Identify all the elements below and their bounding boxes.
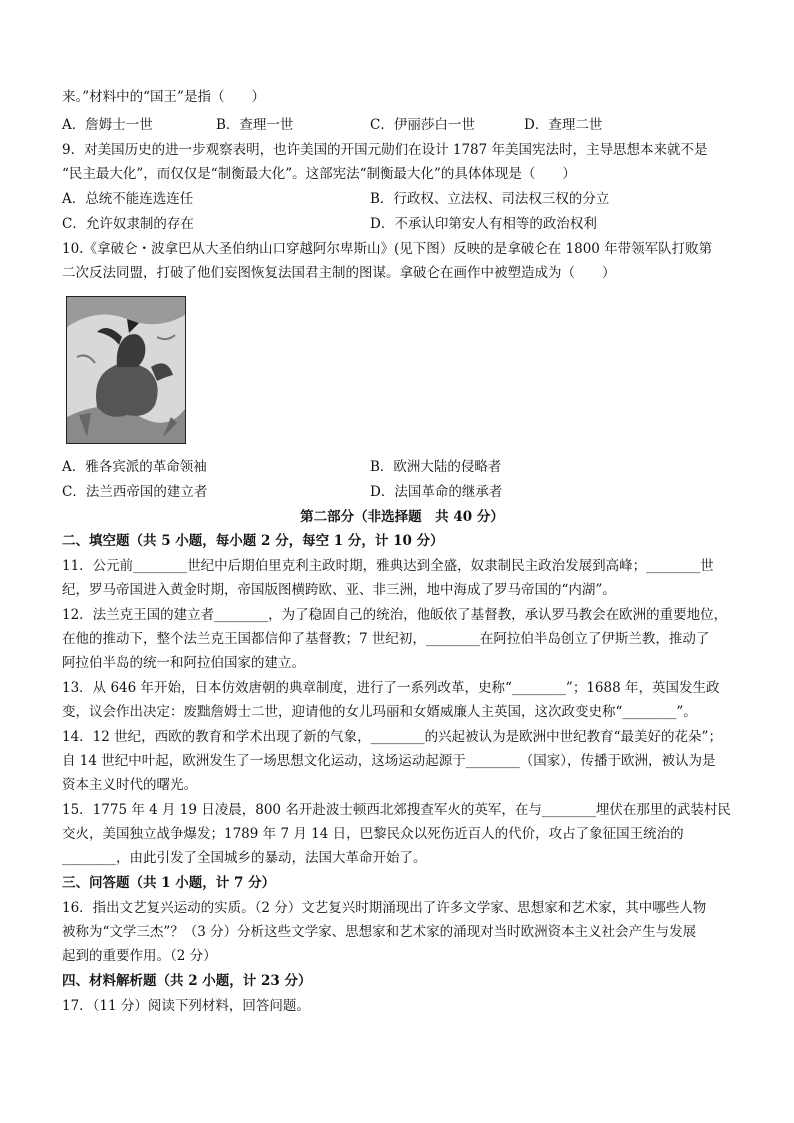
q10-stem-line2: 二次反法同盟，打破了他们妄图恢复法国君主制的图谋。拿破仑在画作中被塑造成为（ ） bbox=[62, 265, 616, 281]
q16-line2: 被称为“文学三杰”？（3 分）分析这些文学家、思想家和艺术家的涌现对当时欧洲资本主义社会产生与发展 bbox=[62, 924, 697, 940]
q9-stem-line2: “民主最大化”，而仅仅是“制衡最大化”。这部宪法“制衡最大化”的具体体现是（ ） bbox=[62, 166, 576, 182]
q15-line2: 交火，美国独立战争爆发；1789 年 7 月 14 日，巴黎民众以死伤近百人的代价，攻占了象征国王统治的 bbox=[62, 826, 684, 842]
q10-options-row1 bbox=[62, 458, 742, 476]
q9-option-b[interactable]: B．行政权、立法权、司法权三权的分立 bbox=[370, 191, 610, 207]
q10-stem-line1: 10.《拿破仑・波拿巴从大圣伯纳山口穿越阿尔卑斯山》(见下图）反映的是拿破仑在 1800 年带领军队打败第 bbox=[62, 241, 713, 257]
q8-option-a[interactable]: A．詹姆士一世 bbox=[62, 117, 153, 133]
q15-line1: 15．1775 年 4 月 19 日凌晨，800 名开赴波士顿西北郊搜查军火的英军，在与________埋伏在那里的武装村民 bbox=[62, 802, 731, 818]
q16-line1: 16．指出文艺复兴运动的实质。（2 分）文艺复兴时期涌现出了许多文学家、思想家和艺术家，其中哪些人物 bbox=[62, 900, 707, 916]
section3-title: 三、问答题（共 1 小题，计 7 分） bbox=[62, 875, 276, 891]
q10-option-b[interactable]: B．欧洲大陆的侵略者 bbox=[370, 459, 502, 475]
q8-stem-tail: 来。”材料中的“国王”是指（ ） bbox=[62, 89, 265, 105]
q9-option-a[interactable]: A．总统不能连选连任 bbox=[62, 191, 194, 207]
q8-option-c[interactable]: C．伊丽莎白一世 bbox=[370, 117, 475, 133]
napoleon-painting-image bbox=[66, 296, 186, 444]
q8-option-d[interactable]: D．查理二世 bbox=[524, 117, 603, 133]
q10-option-c[interactable]: C．法兰西帝国的建立者 bbox=[62, 484, 208, 500]
part2-title: 第二部分（非选择题 共 40 分） bbox=[300, 509, 504, 525]
q9-option-c[interactable]: C．允许奴隶制的存在 bbox=[62, 216, 194, 232]
q9-option-d[interactable]: D．不承认印第安人有相等的政治权利 bbox=[370, 216, 597, 232]
q14-line1: 14．12 世纪，西欧的教育和学术出现了新的气象，________的兴起被认为是欧洲中世纪教育“最美好的花朵”； bbox=[62, 729, 722, 745]
q11-line1: 11．公元前________世纪中后期伯里克利主政时期，雅典达到全盛，奴隶制民主政治发展到高峰；________世 bbox=[62, 558, 714, 574]
q9-options-row2 bbox=[62, 215, 742, 233]
q10-options-row2 bbox=[62, 483, 742, 501]
q12-line2: 在他的推动下，整个法兰克王国都信仰了基督教；7 世纪初，________在阿拉伯半岛创立了伊斯兰教，推动了 bbox=[62, 631, 710, 647]
q9-stem-line1: 9．对美国历史的进一步观察表明，也许美国的开国元勋们在设计 1787 年美国宪法时，主导思想本来就不是 bbox=[62, 142, 708, 158]
q16-line3: 起到的重要作用。（2 分） bbox=[62, 948, 217, 964]
q17-intro: 17．（11 分）阅读下列材料，回答问题。 bbox=[62, 998, 310, 1014]
q11-line2: 纪，罗马帝国进入黄金时期，帝国版图横跨欧、亚、非三洲，地中海成了罗马帝国的“内湖”。 bbox=[62, 582, 616, 598]
q12-line3: 阿拉伯半岛的统一和阿拉伯国家的建立。 bbox=[62, 655, 305, 671]
q10-option-a[interactable]: A．雅各宾派的革命领袖 bbox=[62, 459, 207, 475]
q15-line3: ________，由此引发了全国城乡的暴动，法国大革命开始了。 bbox=[62, 850, 427, 866]
q10-option-d[interactable]: D．法国革命的继承者 bbox=[370, 484, 503, 500]
q12-line1: 12．法兰克王国的建立者________，为了稳固自己的统治，他皈依了基督教，承认罗马教会在欧洲的重要地位， bbox=[62, 607, 728, 623]
q8-options bbox=[62, 116, 742, 134]
q14-line3: 资本主义时代的曙光。 bbox=[62, 777, 197, 793]
section2-title: 二、填空题（共 5 小题，每小题 2 分，每空 1 分，计 10 分） bbox=[62, 533, 444, 549]
q13-line1: 13．从 646 年开始，日本仿效唐朝的典章制度，进行了一系列改革，史称“________”；1688 年，英国发生政 bbox=[62, 680, 720, 696]
q13-line2: 变，议会作出决定：废黜詹姆士二世，迎请他的女儿玛丽和女婿威廉人主英国，这次政变史称“________”。 bbox=[62, 704, 697, 720]
q9-options-row1 bbox=[62, 190, 742, 208]
section4-title: 四、材料解析题（共 2 小题，计 23 分） bbox=[62, 973, 312, 989]
q14-line2: 自 14 世纪中叶起，欧洲发生了一场思想文化运动，这场运动起源于________（国家），传播于欧洲，被认为是 bbox=[62, 753, 716, 769]
painting-illustration-icon bbox=[67, 297, 185, 443]
q8-option-b[interactable]: B．查理一世 bbox=[216, 117, 294, 133]
